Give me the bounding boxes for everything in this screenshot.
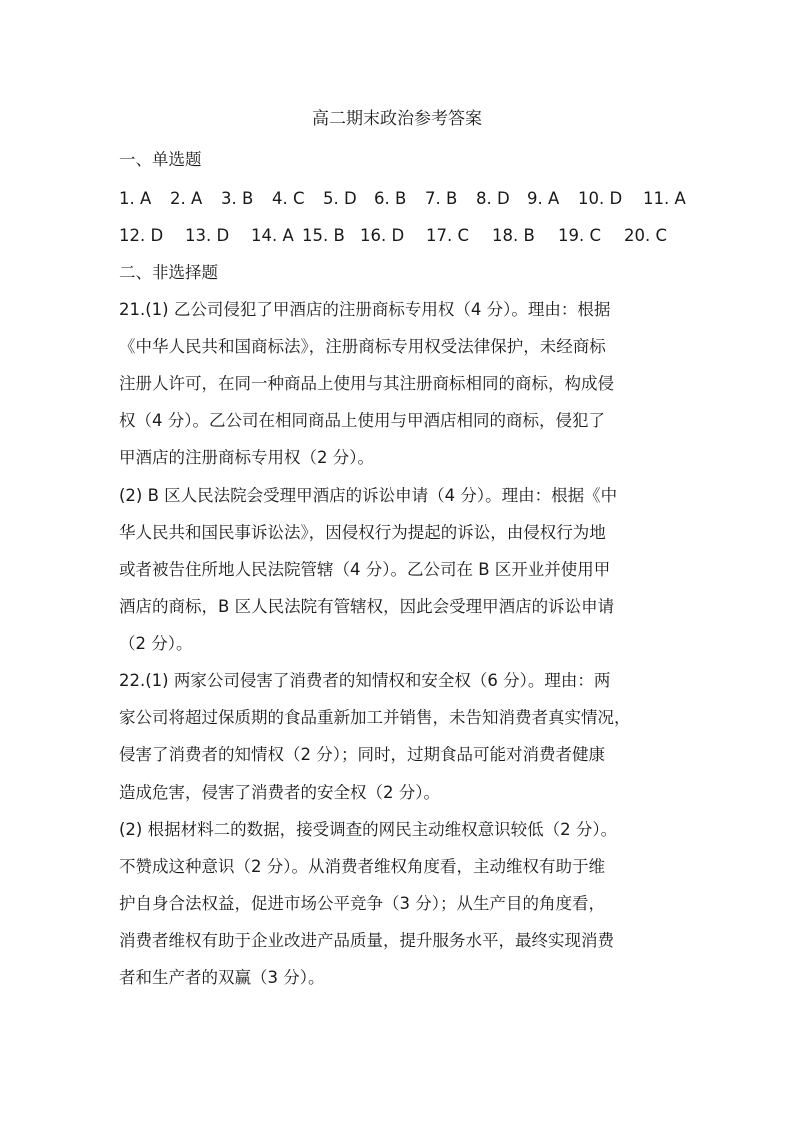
answer-item: 4. C [272, 189, 305, 208]
answer-text-line: 护自身合法权益，促进市场公平竞争（3 分）；从生产目的角度看， [119, 894, 605, 913]
answer-text-line: 华人民共和国民事诉讼法》，因侵权行为提起的诉讼，由侵权行为地 [119, 523, 606, 542]
answer-item: 19. C [558, 226, 602, 245]
section-heading-non-choice: 二、非选择题 [119, 263, 218, 282]
answer-text-line: (2) 根据材料二的数据，接受调查的网民主动维权意识较低（2 分）。 [119, 820, 618, 839]
answer-text-line: （2 分）。 [119, 634, 193, 653]
answer-item: 9. A [527, 189, 560, 208]
answer-text-line: 消费者维权有助于企业改进产品质量，提升服务水平，最终实现消费 [119, 931, 614, 950]
answer-text-line: (2) B 区人民法院会受理甲酒店的诉讼申请（4 分）。理由：根据《中 [119, 486, 618, 505]
answers-row-1 [119, 187, 694, 211]
answer-item: 14. A [251, 226, 294, 245]
answer-item: 17. C [426, 226, 470, 245]
answer-text-line: 不赞成这种意识（2 分）。从消费者维权角度看，主动维权有助于维 [119, 857, 605, 876]
answer-text-line: 酒店的商标，B 区人民法院有管辖权，因此会受理甲酒店的诉讼申请 [119, 597, 615, 616]
answer-item: 15. B [302, 226, 345, 245]
answer-text-line: 甲酒店的注册商标专用权（2 分）。 [119, 448, 374, 467]
answer-item: 18. B [492, 226, 535, 245]
answer-item: 5. D [323, 189, 357, 208]
answer-text-line: 权（4 分）。乙公司在相同商品上使用与甲酒店相同的商标，侵犯了 [119, 411, 605, 430]
answer-item: 10. D [578, 189, 623, 208]
answer-text-line: 者和生产者的双赢（3 分）。 [119, 968, 325, 987]
answer-item: 2. A [170, 189, 203, 208]
answer-text-line: 或者被告住所地人民法院管辖（4 分）。乙公司在 B 区开业并使用甲 [119, 560, 611, 579]
answer-item: 8. D [476, 189, 510, 208]
answer-text-line: 21.(1) 乙公司侵犯了甲酒店的注册商标专用权（4 分）。理由：根据 [119, 300, 611, 319]
answer-text-line: 注册人许可，在同一种商品上使用与其注册商标相同的商标，构成侵 [119, 374, 614, 393]
answer-text-line: 《中华人民共和国商标法》，注册商标专用权受法律保护，未经商标 [119, 337, 606, 356]
answer-item: 11. A [643, 189, 686, 208]
answers-row-2 [119, 224, 675, 248]
answer-item: 12. D [119, 226, 164, 245]
answer-text-line: 家公司将超过保质期的食品重新加工并销售，未告知消费者真实情况， [119, 708, 631, 727]
answer-item: 16. D [360, 226, 405, 245]
answer-item: 20. C [624, 226, 668, 245]
answer-item: 1. A [119, 189, 152, 208]
answer-item: 3. B [221, 189, 254, 208]
answer-text-line: 造成危害，侵害了消费者的安全权（2 分）。 [119, 783, 440, 802]
answer-text-line: 侵害了消费者的知情权（2 分）；同时，过期食品可能对消费者健康 [119, 745, 605, 764]
page-title: 高二期末政治参考答案 [312, 109, 482, 129]
section-heading-single-choice: 一、单选题 [119, 150, 202, 169]
answer-item: 6. B [374, 189, 407, 208]
answer-item: 7. B [425, 189, 458, 208]
answer-item: 13. D [185, 226, 230, 245]
answer-text-line: 22.(1) 两家公司侵害了消费者的知情权和安全权（6 分）。理由：两 [119, 671, 611, 690]
